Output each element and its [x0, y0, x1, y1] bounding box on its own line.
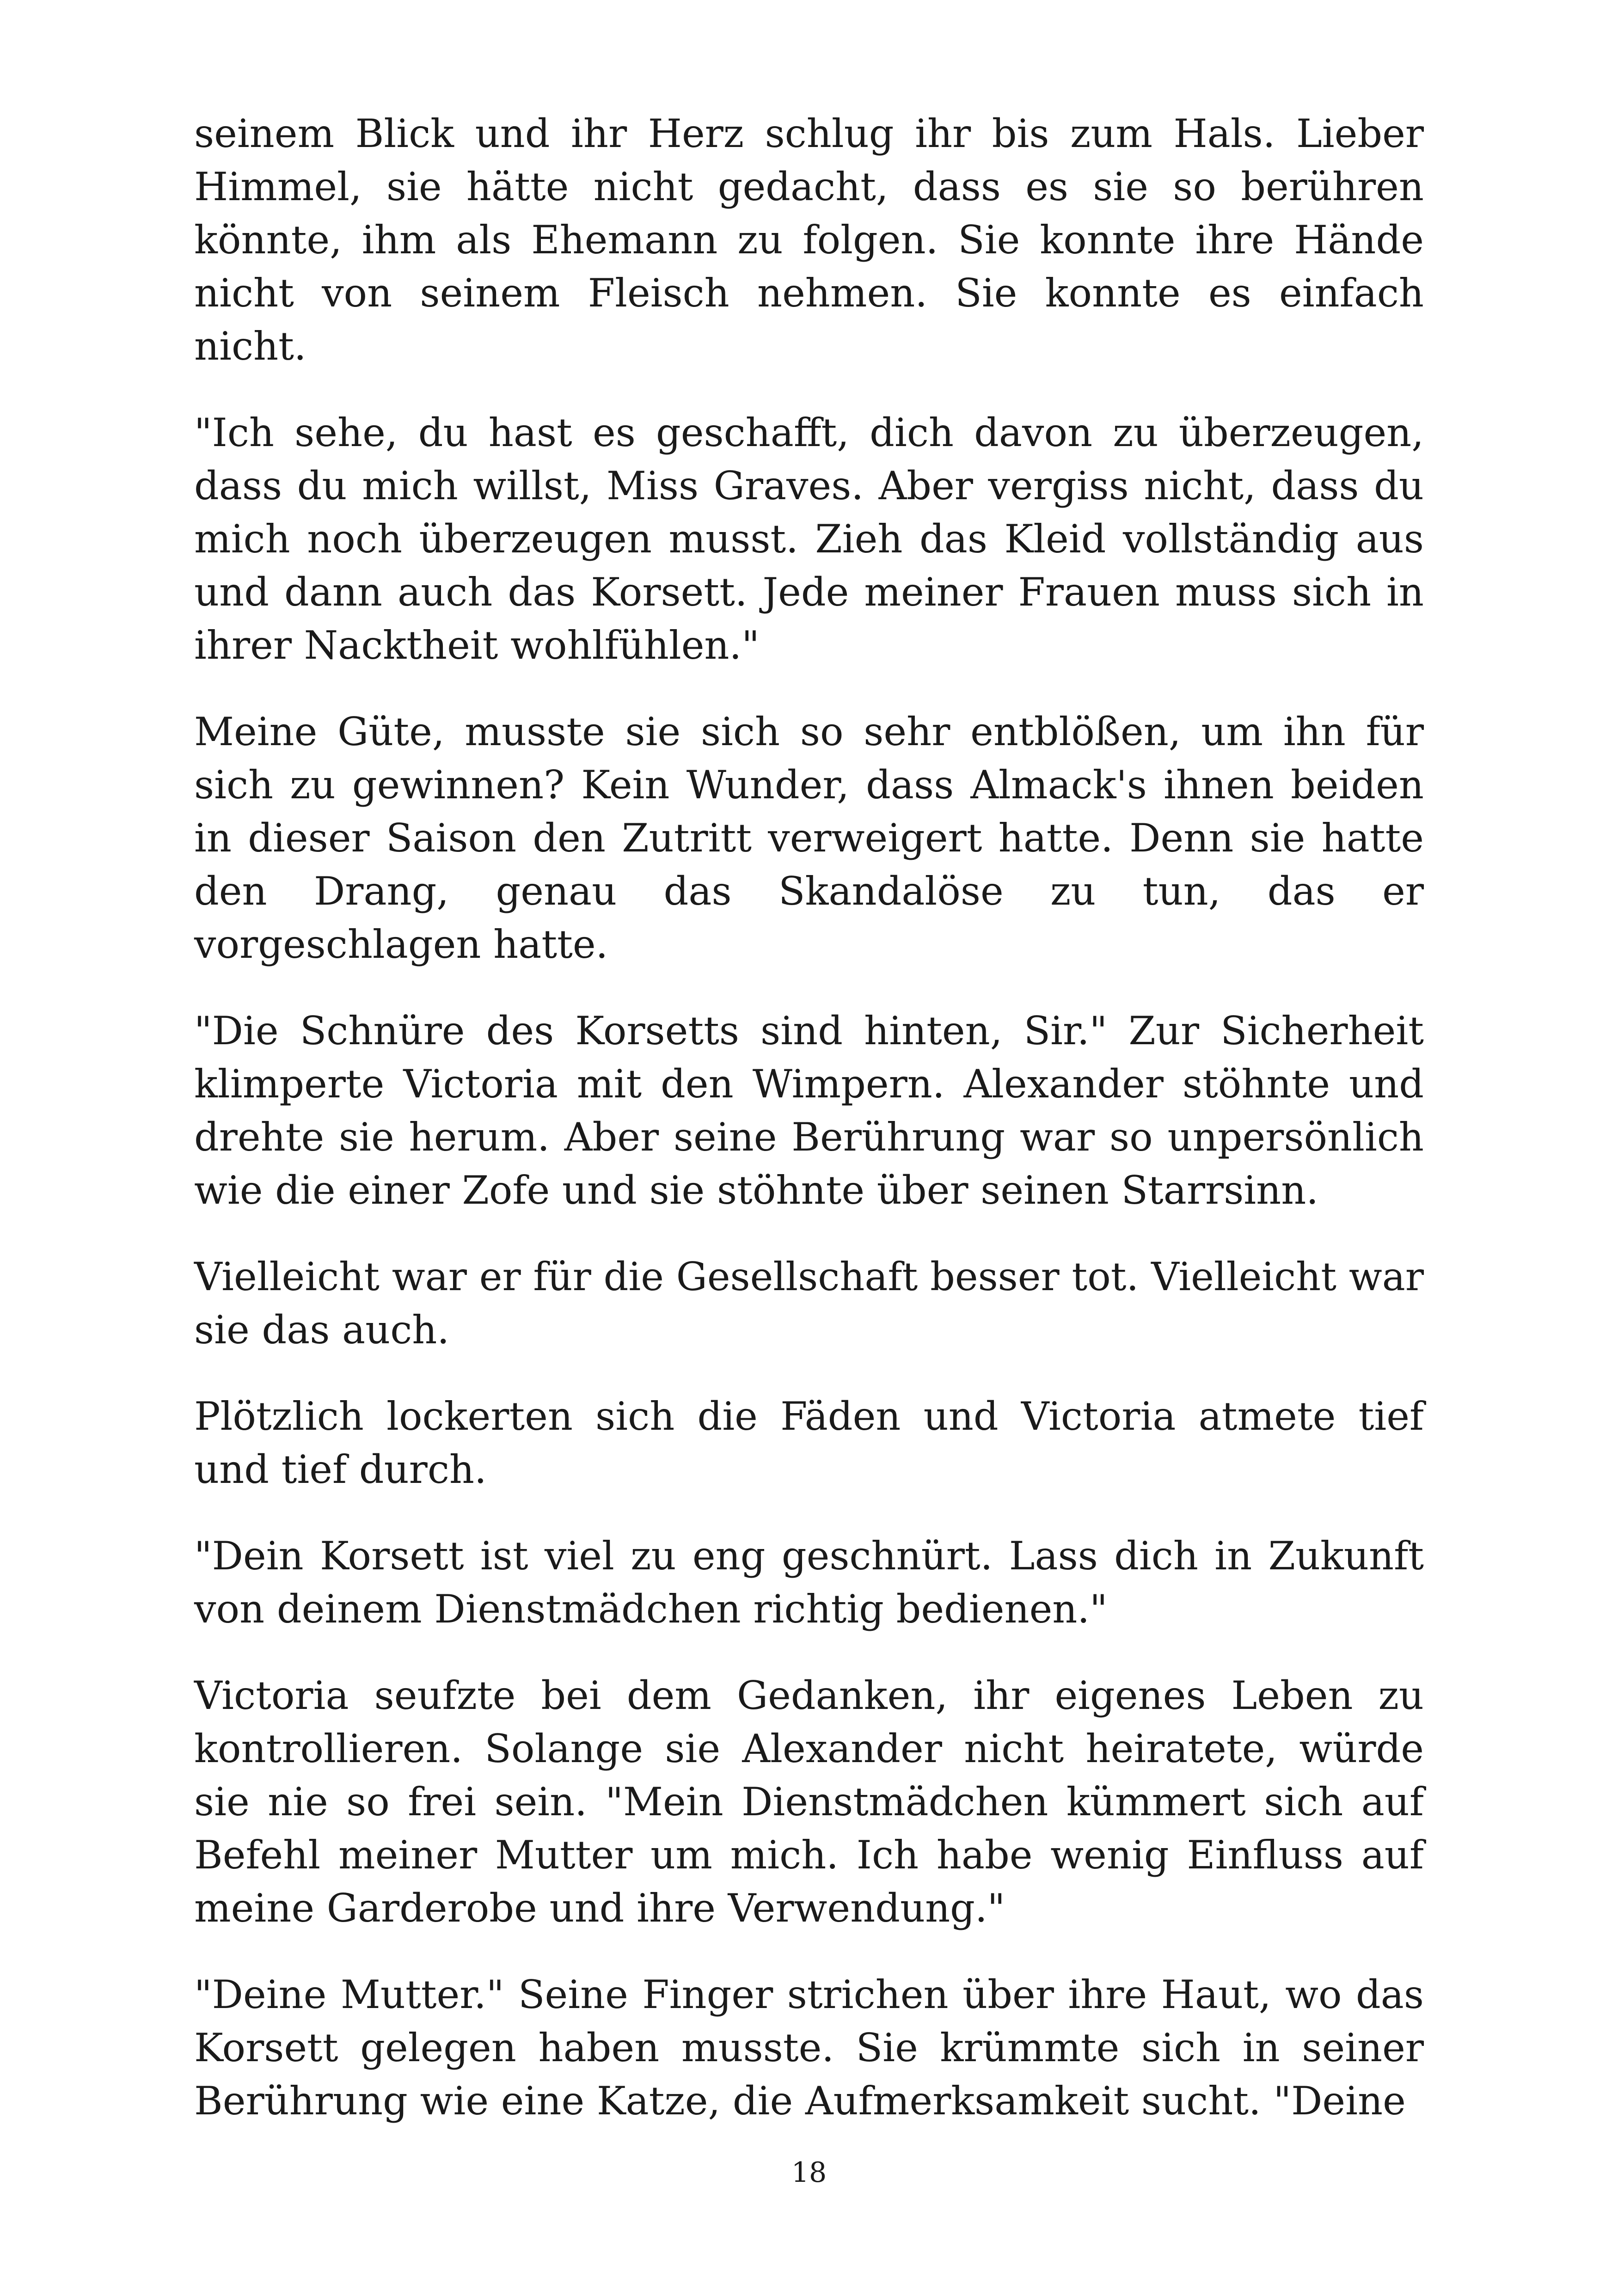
paragraph-6: Plötzlich lockerten sich die Fäden und Victoria atmete tief und tief durch. — [194, 1394, 1424, 1492]
paragraph-8: Victoria seufzte bei dem Gedanken, ihr eigenes Leben zu kontrollieren. Solange sie Alexander nicht heiratete, würde sie nie so frei sein. "Mein Dienstmädchen kümmert sich auf Befehl meiner Mutter um mich. Ich habe wenig Einfluss auf meine Garderobe und ihre Verwendung." — [194, 1673, 1424, 1931]
paragraph-1: seinem Blick und ihr Herz schlug ihr bis zum Hals. Lieber Himmel, sie hätte nicht gedacht, dass es sie so berühren könnte, ihm als Ehemann zu folgen. Sie konnte ihre Hände nicht von seinem Fleisch nehmen. Sie konnte es einfach nicht. — [194, 111, 1424, 369]
body-text — [194, 107, 1424, 2161]
paragraph-2: "Ich sehe, du hast es geschafft, dich davon zu überzeugen, dass du mich willst, Miss Graves. Aber vergiss nicht, dass du mich noch überzeugen musst. Zieh das Kleid vollständig aus und dann auch das Korsett. Jede meiner Frauen muss sich in ihrer Nacktheit wohlfühlen." — [194, 410, 1424, 668]
paragraph-3: Meine Güte, musste sie sich so sehr entblößen, um ihn für sich zu gewinnen? Kein Wunder, dass Almack's ihnen beiden in dieser Saison den Zutritt verweigert hatte. Denn sie hatte den Drang, genau das Skandalöse zu tun, das er vorgeschlagen hatte. — [194, 709, 1424, 967]
page-number: 18 — [791, 2156, 827, 2189]
paragraph-9: "Deine Mutter." Seine Finger strichen über ihre Haut, wo das Korsett gelegen haben musste. Sie krümmte sich in seiner Berührung wie eine Katze, die Aufmerksamkeit sucht. "Deine — [194, 1972, 1424, 2124]
paragraph-5: Vielleicht war er für die Gesellschaft besser tot. Vielleicht war sie das auch. — [194, 1254, 1424, 1353]
paragraph-4: "Die Schnüre des Korsetts sind hinten, Sir." Zur Sicherheit klimperte Victoria mit den Wimpern. Alexander stöhnte und drehte sie herum. Aber seine Berührung war so unpersönlich wie die einer Zofe und sie stöhnte über seinen Starrsinn. — [194, 1008, 1424, 1213]
paragraph-7: "Dein Korsett ist viel zu eng geschnürt. Lass dich in Zukunft von deinem Dienstmädchen richtig bedienen." — [194, 1533, 1424, 1632]
